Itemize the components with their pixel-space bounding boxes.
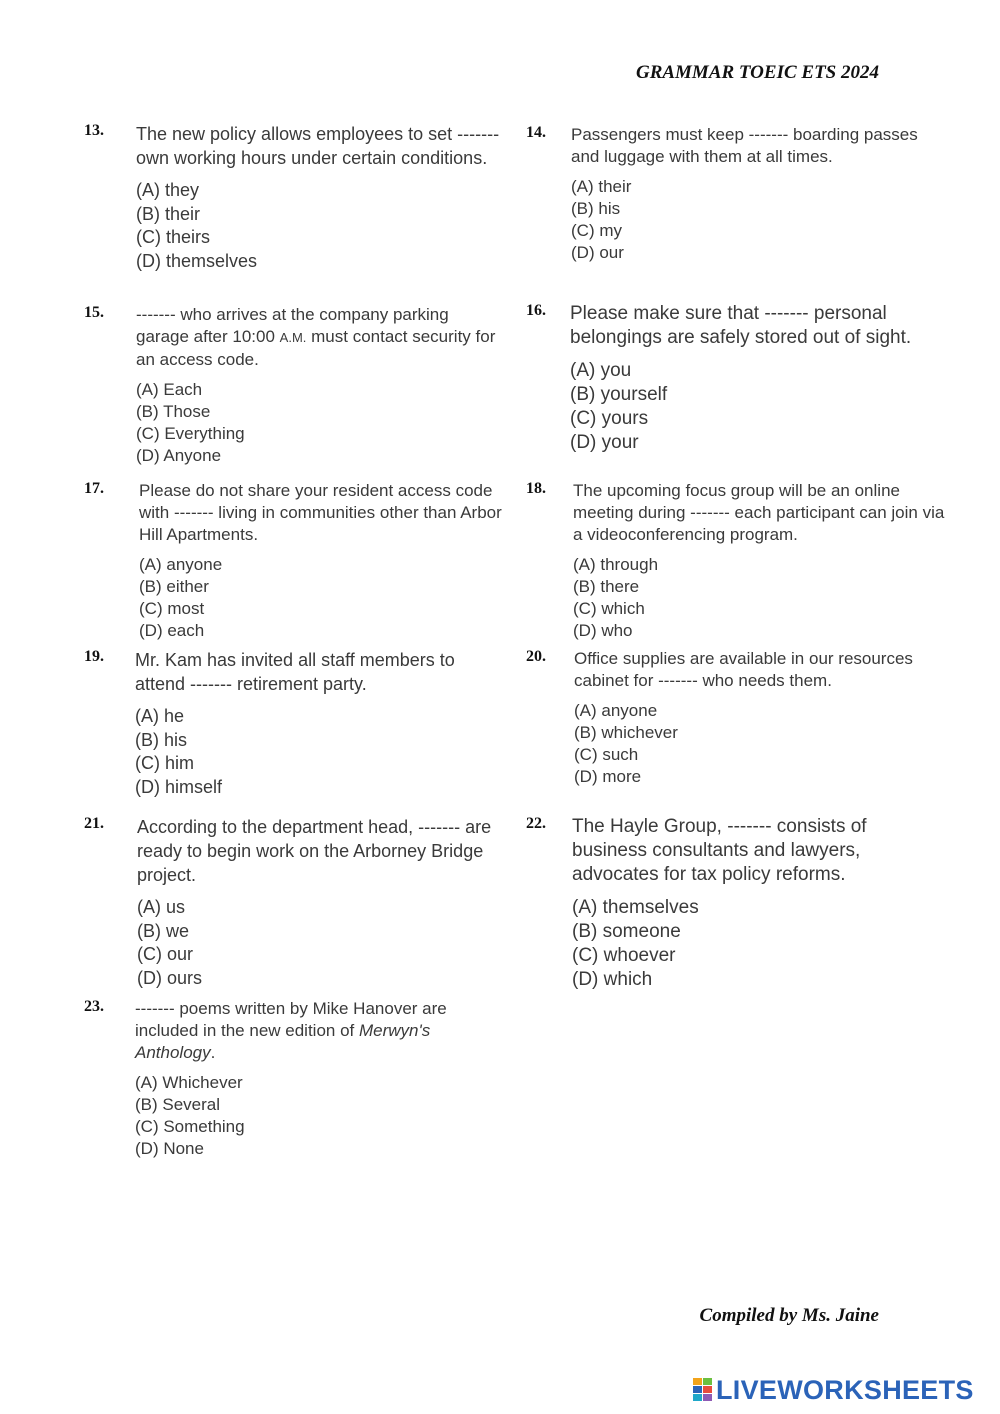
option-a[interactable]: (A) Each <box>136 380 203 399</box>
option-a[interactable]: (A) us <box>137 897 186 917</box>
option-b[interactable]: (B) yourself <box>570 384 668 405</box>
question-number: 21. <box>84 815 104 832</box>
option-list <box>135 1072 490 1160</box>
question-number: 20. <box>526 648 546 665</box>
option-d[interactable]: (D) who <box>573 621 633 640</box>
question-number: 14. <box>526 124 546 141</box>
option-list <box>572 896 912 992</box>
option-b[interactable]: (B) either <box>139 577 209 596</box>
option-c[interactable]: (C) most <box>139 599 205 618</box>
question-number: 23. <box>84 998 104 1015</box>
option-list <box>571 176 946 264</box>
option-list <box>136 179 506 273</box>
option-list <box>135 705 507 799</box>
option-d[interactable]: (D) each <box>139 621 205 640</box>
option-c[interactable]: (C) whoever <box>572 945 676 966</box>
option-b[interactable]: (B) his <box>571 199 621 218</box>
option-a[interactable]: (A) anyone <box>574 701 658 720</box>
option-c[interactable]: (C) him <box>135 753 194 773</box>
option-a[interactable]: (A) anyone <box>139 555 223 574</box>
question-number: 19. <box>84 648 104 665</box>
question-stem: Office supplies are available in our resources cabinet for ------- who needs them. <box>574 649 913 690</box>
page-header-title: GRAMMAR TOEIC ETS 2024 <box>635 62 879 83</box>
question-stem: The Hayle Group, ------- consists of business consultants and lawyers, advocates for tax policy reforms. <box>572 816 867 885</box>
option-list <box>137 896 502 990</box>
question-stem: According to the department head, ------- are ready to begin work on the Arborney Bridge project. <box>137 817 492 885</box>
option-a[interactable]: (A) their <box>571 177 632 196</box>
question-stem: Please do not share your resident access code with ------- living in communities other than Arbor Hill Apartments. <box>139 481 502 544</box>
question-stem: ------- who arrives at the company parking garage after 10:00 A.M. must contact security for an access code. <box>136 305 496 369</box>
option-c[interactable]: (C) Everything <box>136 424 245 443</box>
option-a[interactable]: (A) Whichever <box>135 1073 243 1092</box>
option-c[interactable]: (C) our <box>137 944 194 964</box>
option-list <box>139 554 511 642</box>
option-c[interactable]: (C) such <box>574 745 639 764</box>
question-number: 18. <box>526 480 546 497</box>
option-b[interactable]: (B) Those <box>136 402 211 421</box>
option-a[interactable]: (A) he <box>135 706 185 726</box>
question-stem: The upcoming focus group will be an online meeting during ------- each participant can join via a videoconferencing program. <box>573 481 945 544</box>
question-stem: The new policy allows employees to set ------- own working hours under certain conditions. <box>136 124 500 168</box>
option-d[interactable]: (D) which <box>572 969 653 990</box>
option-d[interactable]: (D) more <box>574 767 642 786</box>
option-d[interactable]: (D) himself <box>135 776 223 797</box>
question-number: 17. <box>84 480 104 497</box>
option-d[interactable]: (D) ours <box>137 967 203 988</box>
option-d[interactable]: (D) themselves <box>136 250 258 271</box>
question-stem: Passengers must keep ------- boarding passes and luggage with them at all times. <box>571 125 918 166</box>
option-b[interactable]: (B) his <box>135 729 188 750</box>
option-d[interactable]: (D) our <box>571 243 624 262</box>
compiled-by-credit: Compiled by Ms. Jaine <box>699 1305 879 1326</box>
option-b[interactable]: (B) Several <box>135 1095 221 1114</box>
option-b[interactable]: (B) whichever <box>574 723 678 742</box>
option-list <box>573 554 948 642</box>
question-number: 13. <box>84 122 104 139</box>
question-stem: ------- poems written by Mike Hanover are included in the new edition of Merwyn's Anthology. <box>135 999 447 1062</box>
option-a[interactable]: (A) they <box>136 180 200 200</box>
option-c[interactable]: (C) Something <box>135 1117 245 1136</box>
option-b[interactable]: (B) there <box>573 577 640 596</box>
option-list <box>574 700 914 788</box>
option-a[interactable]: (A) themselves <box>572 897 699 918</box>
question-stem: Please make sure that ------- personal belongings are safely stored out of sight. <box>570 303 912 348</box>
option-b[interactable]: (B) their <box>136 203 201 224</box>
question-number: 15. <box>84 304 104 321</box>
option-c[interactable]: (C) which <box>573 599 645 618</box>
option-c[interactable]: (C) my <box>571 221 622 240</box>
option-d[interactable]: (D) your <box>570 432 639 453</box>
option-list <box>136 379 506 467</box>
option-a[interactable]: (A) through <box>573 555 659 574</box>
option-c[interactable]: (C) theirs <box>136 227 211 247</box>
liveworksheets-brand[interactable] <box>693 1374 974 1406</box>
brand-name: LIVEWORKSHEETS <box>716 1374 974 1405</box>
question-number: 22. <box>526 815 546 832</box>
option-d[interactable]: (D) None <box>135 1139 204 1158</box>
option-c[interactable]: (C) yours <box>570 408 649 429</box>
question-number: 16. <box>526 302 546 319</box>
option-b[interactable]: (B) we <box>137 920 190 941</box>
option-a[interactable]: (A) you <box>570 360 632 381</box>
option-d[interactable]: (D) Anyone <box>136 446 222 465</box>
liveworksheets-logo-icon <box>693 1378 713 1402</box>
option-list <box>570 359 950 455</box>
question-stem: Mr. Kam has invited all staff members to attend ------- retirement party. <box>135 650 455 694</box>
option-b[interactable]: (B) someone <box>572 921 681 942</box>
